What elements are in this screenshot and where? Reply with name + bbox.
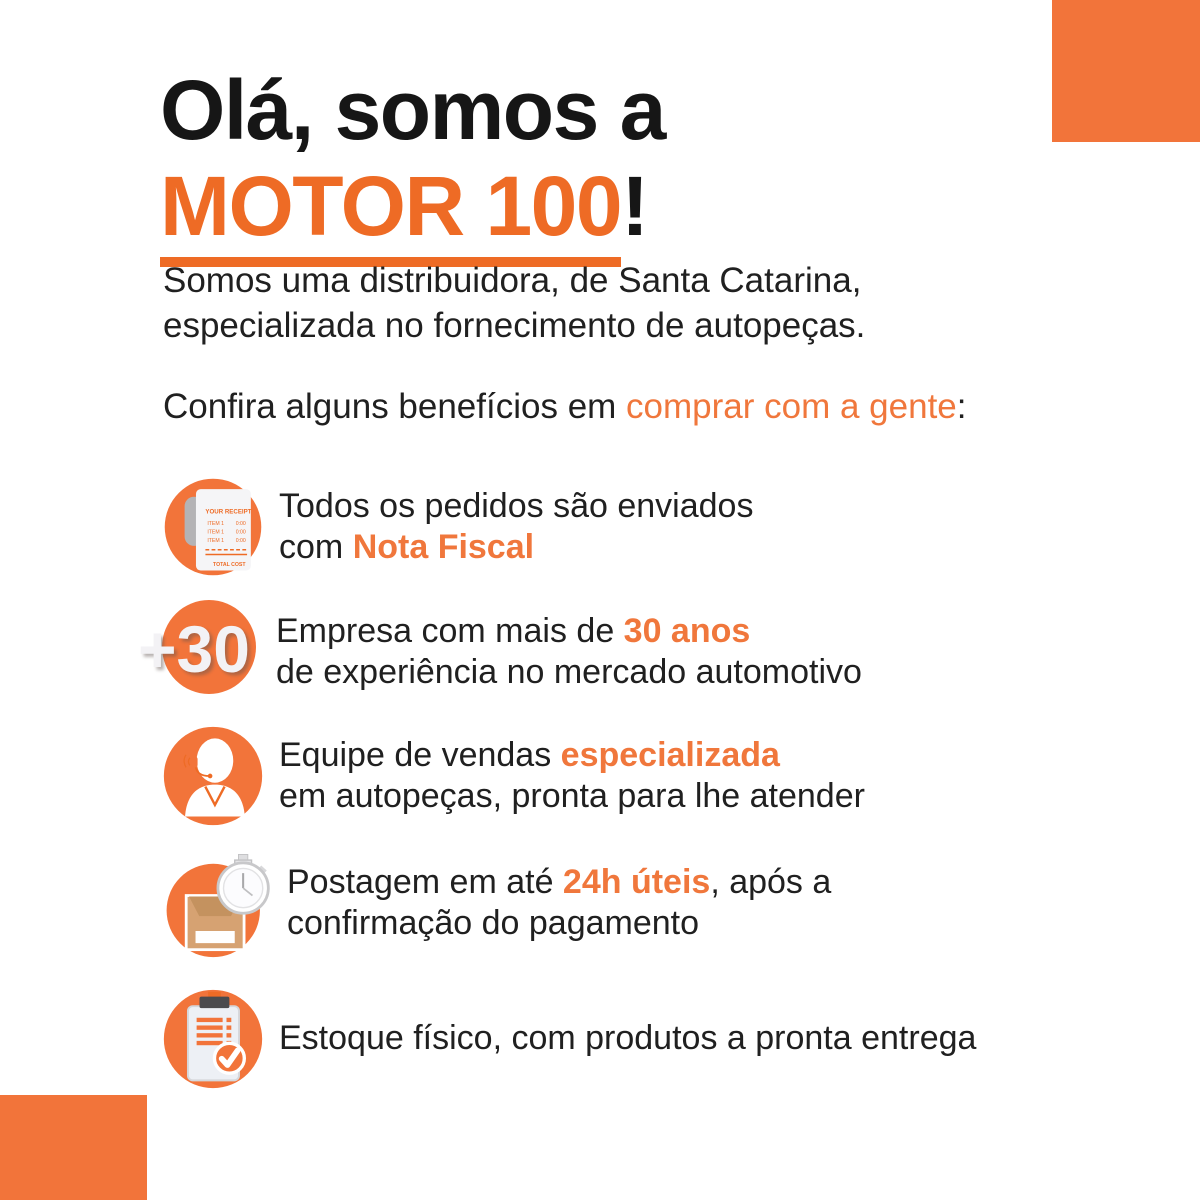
svg-text:+30: +30 (138, 612, 250, 686)
corner-accent-top-right (1052, 0, 1200, 142)
brand-name: MOTOR 100 (160, 158, 621, 267)
svg-text:TOTAL COST: TOTAL COST (213, 561, 246, 568)
benefit-30-anos (134, 594, 862, 710)
benefit-line: Equipe de vendas especializada (279, 736, 780, 774)
support-agent-icon (160, 723, 266, 829)
corner-accent-bottom-left (0, 1095, 147, 1200)
subtitle-pre: Confira alguns benefícios em (163, 387, 627, 426)
benefit-line: em autopeças, pronta para lhe atender (279, 777, 865, 815)
subtitle-highlight: comprar com a gente (626, 387, 957, 426)
title-exclamation: ! (621, 159, 648, 253)
intro-line2: especializada no fornecimento de autopeças. (163, 306, 866, 345)
title-line1: Olá, somos a (160, 63, 665, 157)
benefit-text (279, 735, 865, 817)
benefit-line: Estoque físico, com produtos a pronta entrega (279, 1018, 977, 1057)
benefit-text (279, 486, 753, 568)
plus-30-icon (134, 596, 270, 708)
benefit-estoque (160, 982, 976, 1094)
svg-text:ITEM 1: ITEM 1 (207, 529, 225, 536)
benefit-equipe (160, 720, 865, 832)
benefit-text (279, 1018, 976, 1059)
svg-text:0:00: 0:00 (235, 529, 246, 536)
benefit-postagem (160, 842, 831, 964)
page-title (160, 62, 665, 267)
svg-text:ITEM 1: ITEM 1 (207, 538, 225, 545)
intro-paragraph (163, 258, 865, 348)
benefit-nota-fiscal (160, 470, 753, 584)
receipt-icon (160, 472, 266, 582)
svg-text:YOUR RECEIPT: YOUR RECEIPT (205, 508, 252, 516)
benefit-line: com Nota Fiscal (279, 528, 535, 566)
package-stopwatch-icon (160, 847, 274, 959)
benefit-line: Postagem em até 24h úteis, após a (287, 863, 832, 901)
subtitle-post: : (956, 387, 967, 426)
benefit-line: Empresa com mais de 30 anos (276, 612, 751, 650)
intro-line1: Somos uma distribuidora, de Santa Catarina, (163, 261, 862, 300)
svg-text:0:00: 0:00 (235, 521, 246, 528)
clipboard-check-icon (160, 984, 266, 1092)
benefit-text (276, 611, 862, 693)
svg-text:0:00: 0:00 (235, 538, 246, 545)
benefit-line: confirmação do pagamento (287, 904, 700, 942)
benefit-text (287, 862, 831, 944)
benefits-subtitle (163, 384, 967, 429)
benefit-line: de experiência no mercado automotivo (276, 653, 862, 691)
svg-text:ITEM 1: ITEM 1 (207, 521, 225, 528)
benefit-line: Todos os pedidos são enviados (279, 487, 754, 525)
